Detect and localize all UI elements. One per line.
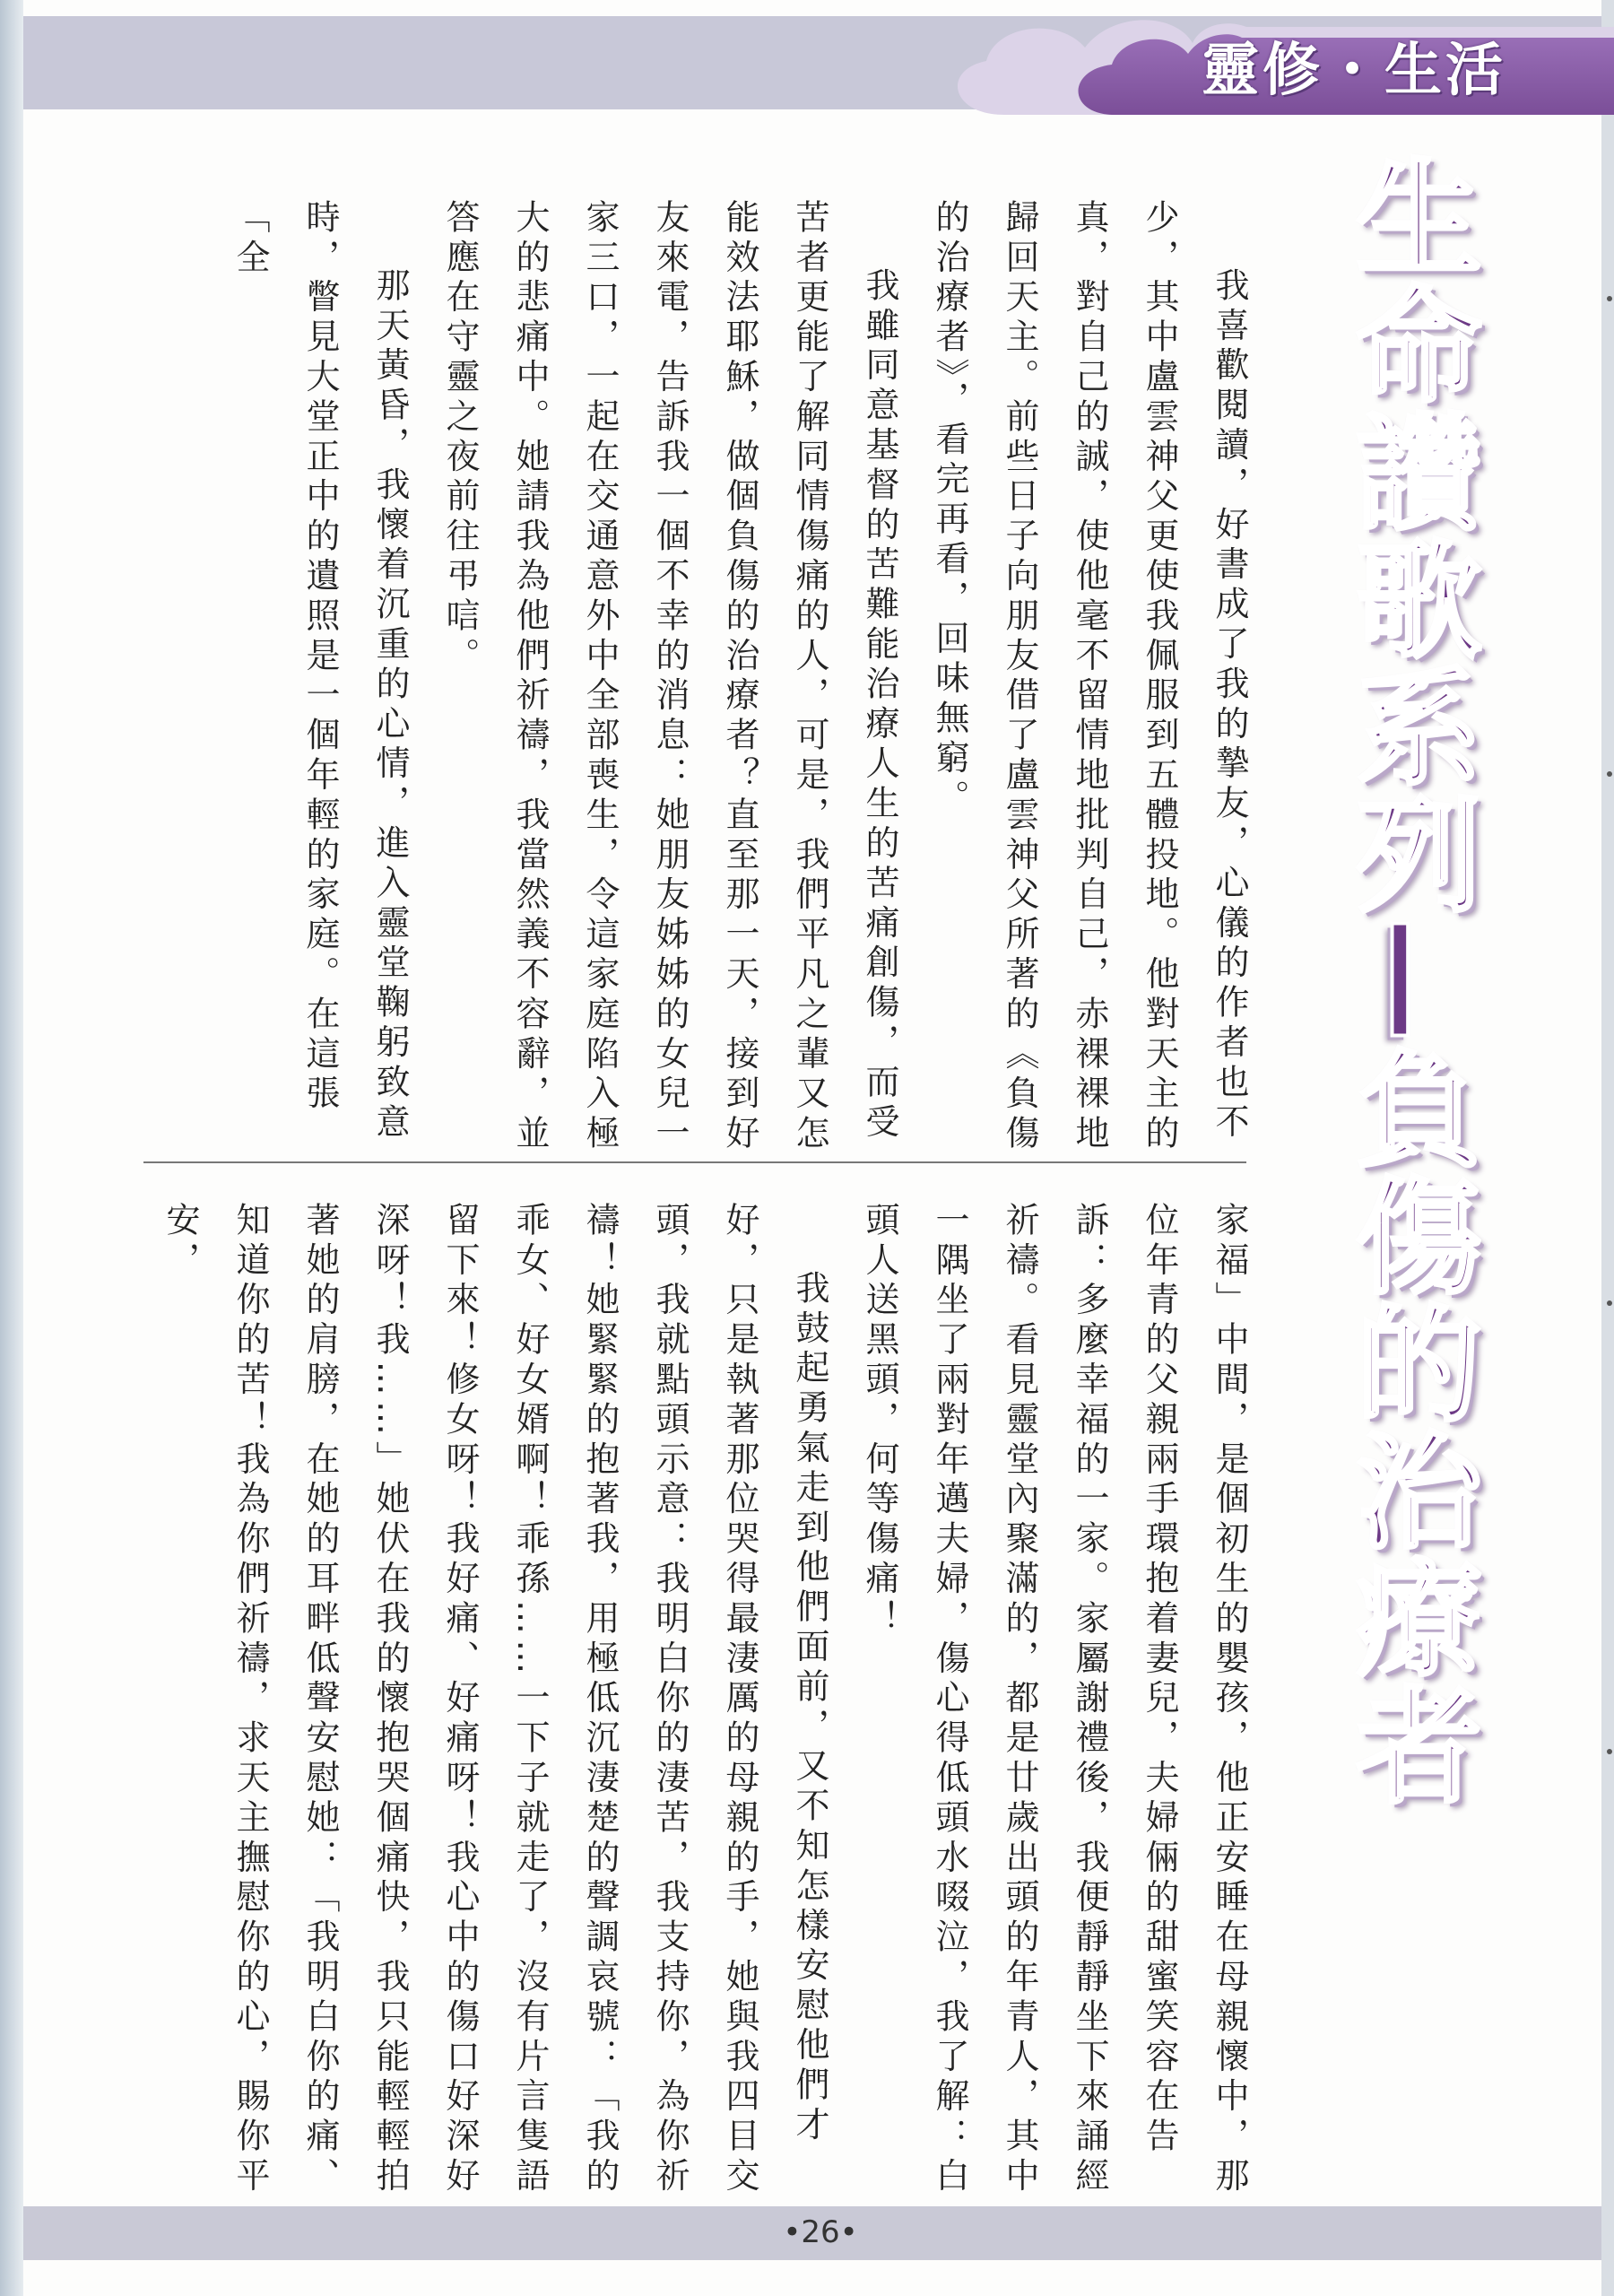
headline-title: 負傷的治療者 (1335, 1044, 1481, 1808)
article-paragraph: 我喜歡閱讀，好書成了我的摯友，心儀的作者也不少，其中盧雲神父更使我佩服到五體投地。他對天主的真，對自己的誠，使他毫不留情地批判自己，赤裸裸地歸回天主。前些日子向朋友借了盧雲神父所著的《負傷的治療者》，看完再看，回味無窮。 (930, 199, 1249, 1155)
article-paragraph: 家福」中間，是個初生的嬰孩，他正安睡在母親懷中，那位年青的父親兩手環抱着妻兒，夫婦倆的甜蜜笑容在告訴：多麼幸福的一家。家屬謝禮後，我便靜靜坐下來誦經祈禱。看見靈堂內聚滿的，都是廿歲出頭的年青人，其中一隅坐了兩對年邁夫婦，傷心得低頭水啜泣，我了解：白頭人送黑頭，何等傷痛！ (860, 1202, 1249, 2197)
section-title: 靈修・生活 (1202, 38, 1506, 104)
article-paragraph: 我雖同意基督的苦難能治療人生的苦痛創傷，而受苦者更能了解同情傷痛的人，可是，我們平凡之輩又怎能效法耶穌，做個負傷的治療者？直至那一天，接到好友來電，告訴我一個不幸的消息：她朋友姊姊的女兒一家三口，一起在交通意外中全部喪生，令這家庭陷入極大的悲痛中。她請我為他們祈禱，我當然義不容辭，並答應在守靈之夜前往弔唁。 (440, 199, 899, 1155)
article-paragraph: 那天黃昏，我懷着沉重的心情，進入靈堂鞠躬致意時，瞥見大堂正中的遺照是一個年輕的家庭。在這張「全 (230, 199, 410, 1144)
article-top-block (134, 199, 1264, 1155)
article-headline (1300, 152, 1497, 1808)
article-paragraph: 我鼓起勇氣走到他們面前，又不知怎樣安慰他們才好，只是執著那位哭得最淒厲的母親的手，她與我四目交頭，我就點頭示意：我明白你的淒苦，我支持你，為你祈禱！她緊緊的抱著我，用極低沉淒楚的聲調哀號：「我的乖女、好女婿啊！乖孫……一下子就走了，沒有片言隻語留下來！修女呀！我好痛、好痛呀！我心中的傷口好深好深呀！我……」她伏在我的懷抱哭個痛快，我只能輕輕拍著她的肩膀，在她的耳畔低聲安慰她：「我明白你的痛、知道你的苦！我為你們祈禱，求天主撫慰你的心，賜你平安， (161, 1202, 829, 2197)
column-divider (143, 1161, 1246, 1163)
headline-dash: — (1335, 917, 1481, 1044)
page-number: •26• (783, 2214, 858, 2250)
headline-series: 生命讚歌系列 (1335, 152, 1481, 917)
article-bottom-block (134, 1202, 1264, 2212)
page-left-edge (0, 0, 23, 2296)
page-right-strip (1601, 0, 1614, 2296)
